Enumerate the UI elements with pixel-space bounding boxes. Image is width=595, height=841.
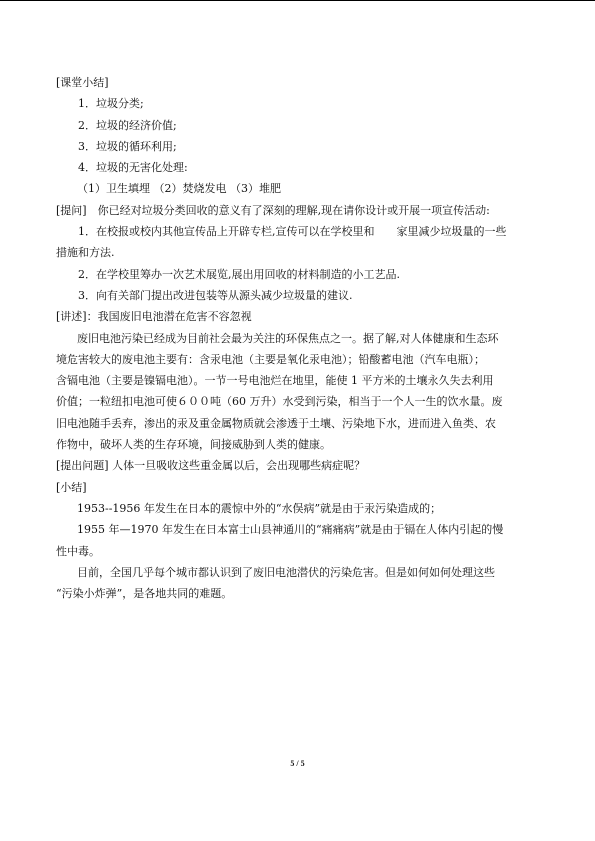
conclusion-line: 目前，全国几乎每个城市都认识到了废旧电池潜伏的污染危害。但是如何如何处理这些	[77, 565, 495, 579]
summary-heading: [课堂小结]	[56, 76, 109, 89]
summary-item: 1．垃圾分类;	[78, 97, 144, 111]
conclusion-line: 1953--1956 年发生在日本的震惊中外的“水俣病”就是由于汞污染造成的；	[77, 501, 442, 515]
summary-item: 3．垃圾的循环利用;	[78, 139, 177, 153]
raise-question: [提出问题] 人体一旦吸收这些重金属以后，会出现哪些病症呢？	[56, 459, 366, 473]
question-item: 3．向有关部门提出改进包装等从源头减少垃圾量的建议.	[78, 288, 353, 302]
lecture-paragraph-line: 作物中，破坏人类的生存环境，间接威胁到人类的健康。	[56, 438, 331, 452]
summary-item: 4．垃圾的无害化处理:	[78, 161, 188, 175]
question-intro: [提问] 你已经对垃圾分类回收的意义有了深刻的理解,现在请你设计或开展一项宣传活动:	[56, 203, 490, 217]
summary-item: 2．垃圾的经济价值;	[78, 118, 177, 132]
question-item: 1．在校报或校内其他宣传品上开辟专栏,宣传可以在学校里和 家里减少垃圾量的一些	[78, 225, 507, 239]
document-body	[56, 72, 543, 604]
conclusion-line: 1955 年—1970 年发生在日本富士山县神通川的“痛痛病”就是由于镉在人体内引起的慢	[77, 523, 504, 537]
lecture-paragraph-line: 旧电池随手丢弃，渗出的汞及重金属物质就会渗透于土壤、污染地下水，进而进入鱼类、农	[56, 416, 496, 430]
top-rule	[0, 0, 595, 1]
lecture-paragraph-line: 含镉电池（主要是镍镉电池）。一节一号电池烂在地里，能使 1 平方米的土壤永久失去利用	[56, 374, 494, 388]
conclusion-heading: [小结]	[56, 480, 87, 494]
lecture-paragraph-line: 废旧电池污染已经成为目前社会最为关注的环保焦点之一。据了解,对人体健康和生态环	[77, 331, 499, 345]
lecture-paragraph-line: 价值；一粒纽扣电池可使６００吨（60 万升）水受到污染，相当于一个人一生的饮水量。废	[56, 395, 503, 409]
conclusion-line-continued: 性中毒。	[56, 544, 100, 558]
summary-subitems: （1）卫生填埋 （2）焚烧发电 （3）堆肥	[77, 182, 281, 196]
lecture-paragraph-line: 境危害较大的废电池主要有：含汞电池（主要是氧化汞电池）；铅酸蓄电池（汽车电瓶）；	[56, 352, 485, 366]
page-number: 5 / 5	[290, 759, 305, 768]
conclusion-line-continued: “污染小炸弹”，是各地共同的难题。	[56, 587, 233, 601]
question-item-continued: 措施和方法.	[56, 246, 115, 260]
lecture-heading: [讲述]：我国废旧电池潜在危害不容忽视	[56, 310, 252, 324]
question-item: 2．在学校里筹办一次艺术展览,展出用回收的材料制造的小工艺品.	[78, 267, 400, 281]
